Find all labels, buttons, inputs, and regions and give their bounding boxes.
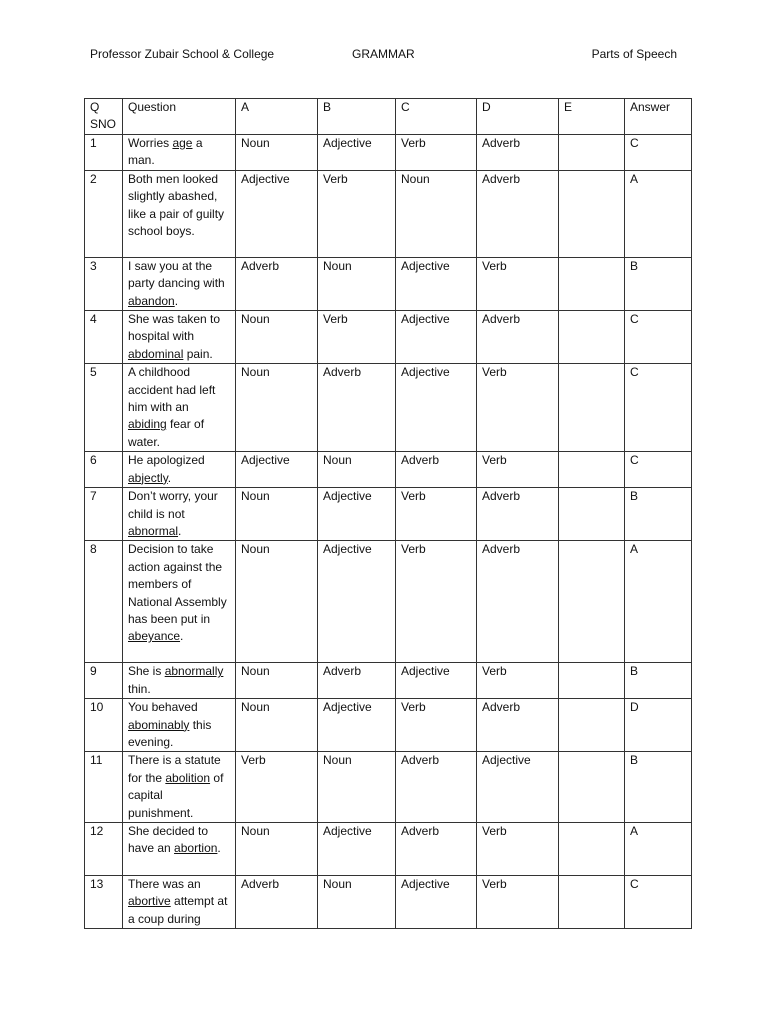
cell-answer: B xyxy=(625,257,692,310)
cell-option-b: Adjective xyxy=(318,699,396,752)
cell-option-d: Adverb xyxy=(477,170,559,257)
cell-sno: 8 xyxy=(85,541,123,663)
column-header-b: B xyxy=(318,99,396,135)
cell-question xyxy=(123,257,236,310)
cell-option-e xyxy=(559,311,625,364)
cell-option-d: Verb xyxy=(477,822,559,875)
cell-option-e xyxy=(559,663,625,699)
cell-question xyxy=(123,135,236,171)
cell-option-a: Adjective xyxy=(236,170,318,257)
cell-sno: 4 xyxy=(85,311,123,364)
cell-option-e xyxy=(559,452,625,488)
cell-option-c: Noun xyxy=(396,170,477,257)
school-name: Professor Zubair School & College xyxy=(90,47,275,61)
cell-option-a: Verb xyxy=(236,752,318,823)
cell-option-b: Noun xyxy=(318,875,396,928)
cell-option-c: Adjective xyxy=(396,875,477,928)
cell-option-b: Adjective xyxy=(318,488,396,541)
table-row xyxy=(85,822,692,875)
cell-answer: C xyxy=(625,452,692,488)
question-keyword: abnormal xyxy=(128,523,179,538)
cell-option-e xyxy=(559,488,625,541)
cell-option-e xyxy=(559,699,625,752)
cell-option-d: Adjective xyxy=(477,752,559,823)
cell-sno: 12 xyxy=(85,822,123,875)
cell-option-b: Noun xyxy=(318,452,396,488)
cell-option-d: Adverb xyxy=(477,699,559,752)
question-text-end: attempt at a coup during xyxy=(128,894,228,926)
question-text-end: . xyxy=(180,629,184,644)
cell-option-a: Noun xyxy=(236,364,318,452)
cell-option-c: Verb xyxy=(396,699,477,752)
cell-option-e xyxy=(559,752,625,823)
table-row xyxy=(85,699,692,752)
cell-option-b: Noun xyxy=(318,257,396,310)
cell-option-e xyxy=(559,875,625,928)
cell-option-e xyxy=(559,822,625,875)
question-text: She was taken to hospital with xyxy=(128,312,221,344)
cell-option-a: Noun xyxy=(236,663,318,699)
question-text-end: a man. xyxy=(128,136,203,168)
cell-answer: A xyxy=(625,170,692,257)
cell-option-a: Noun xyxy=(236,822,318,875)
column-header-e: E xyxy=(559,99,625,135)
cell-option-b: Adjective xyxy=(318,541,396,663)
cell-option-e xyxy=(559,135,625,171)
question-text-end: fear of water. xyxy=(128,417,205,449)
question-keyword: abjectly xyxy=(128,470,168,485)
subject-title: GRAMMAR xyxy=(352,47,415,61)
cell-answer: C xyxy=(625,875,692,928)
cell-question xyxy=(123,822,236,875)
table-row xyxy=(85,488,692,541)
cell-question xyxy=(123,170,236,257)
column-header-d: D xyxy=(477,99,559,135)
question-keyword: abortion xyxy=(174,841,218,856)
column-header-answer: Answer xyxy=(625,99,692,135)
table-row xyxy=(85,541,692,663)
question-keyword: abominably xyxy=(128,717,190,732)
column-header-sno: Q SNO xyxy=(85,99,123,135)
cell-option-b: Adjective xyxy=(318,135,396,171)
question-text: Both men looked slightly abashed, like a pair of guilty school boys. xyxy=(128,171,225,239)
question-keyword: abnormally xyxy=(164,664,224,679)
cell-option-c: Adverb xyxy=(396,752,477,823)
question-text: Worries xyxy=(128,136,173,150)
question-text-end: . xyxy=(174,293,179,308)
table-row xyxy=(85,452,692,488)
table-row xyxy=(85,663,692,699)
cell-sno: 13 xyxy=(85,875,123,928)
cell-option-d: Verb xyxy=(477,452,559,488)
question-keyword: age xyxy=(172,136,193,150)
cell-sno: 1 xyxy=(85,135,123,171)
table-header-row xyxy=(85,99,692,135)
table-row xyxy=(85,135,692,171)
question-keyword: abiding xyxy=(128,417,167,432)
column-header-a: A xyxy=(236,99,318,135)
cell-option-c: Adverb xyxy=(396,452,477,488)
cell-option-e xyxy=(559,364,625,452)
cell-question xyxy=(123,663,236,699)
cell-question xyxy=(123,875,236,928)
cell-option-e xyxy=(559,541,625,663)
topic-title: Parts of Speech xyxy=(591,47,677,61)
cell-option-b: Verb xyxy=(318,311,396,364)
cell-option-c: Adjective xyxy=(396,364,477,452)
page-header xyxy=(0,47,768,65)
cell-option-b: Adverb xyxy=(318,663,396,699)
cell-option-b: Verb xyxy=(318,170,396,257)
cell-option-c: Verb xyxy=(396,541,477,663)
cell-option-a: Noun xyxy=(236,135,318,171)
cell-sno: 7 xyxy=(85,488,123,541)
cell-option-d: Verb xyxy=(477,875,559,928)
question-keyword: abortive xyxy=(128,894,171,909)
cell-answer: C xyxy=(625,364,692,452)
cell-option-d: Adverb xyxy=(477,311,559,364)
cell-answer: A xyxy=(625,822,692,875)
cell-option-d: Adverb xyxy=(477,135,559,171)
question-text-end: . xyxy=(178,523,182,538)
cell-option-c: Adjective xyxy=(396,311,477,364)
question-text: A childhood accident had left him with an xyxy=(128,365,216,415)
cell-option-a: Adverb xyxy=(236,257,318,310)
question-text-end: of capital punishment. xyxy=(128,770,224,820)
cell-answer: C xyxy=(625,135,692,171)
cell-option-a: Noun xyxy=(236,488,318,541)
questions-table xyxy=(84,98,692,929)
question-text: Don’t worry, your child is not xyxy=(128,489,218,521)
cell-option-c: Adverb xyxy=(396,822,477,875)
cell-option-d: Verb xyxy=(477,257,559,310)
question-text: Decision to take action against the members of National Assembly has been put in xyxy=(128,542,227,626)
cell-option-d: Verb xyxy=(477,663,559,699)
question-text: She decided to have an xyxy=(128,823,209,856)
table-row xyxy=(85,257,692,310)
cell-option-d: Adverb xyxy=(477,488,559,541)
cell-sno: 10 xyxy=(85,699,123,752)
question-text-end: . xyxy=(167,470,172,485)
question-text: I saw you at the party dancing with xyxy=(128,258,225,291)
cell-option-a: Adjective xyxy=(236,452,318,488)
table-row xyxy=(85,364,692,452)
cell-question xyxy=(123,541,236,663)
question-text-end: thin. xyxy=(128,681,151,696)
question-keyword: abdominal xyxy=(128,346,184,361)
cell-sno: 6 xyxy=(85,452,123,488)
question-text: She is xyxy=(128,664,165,679)
cell-option-b: Noun xyxy=(318,752,396,823)
question-text: He apologized xyxy=(128,453,205,468)
question-text: There was an xyxy=(128,876,201,891)
column-header-question: Question xyxy=(123,99,236,135)
cell-option-c: Verb xyxy=(396,488,477,541)
question-text-end: . xyxy=(217,841,221,856)
cell-option-e xyxy=(559,257,625,310)
column-header-c: C xyxy=(396,99,477,135)
cell-answer: C xyxy=(625,311,692,364)
cell-option-b: Adverb xyxy=(318,364,396,452)
cell-question xyxy=(123,364,236,452)
cell-sno: 9 xyxy=(85,663,123,699)
cell-option-a: Adverb xyxy=(236,875,318,928)
table-row xyxy=(85,170,692,257)
question-text-end: pain. xyxy=(183,346,213,361)
question-text: You behaved xyxy=(128,700,198,715)
question-text-end: this evening. xyxy=(128,717,212,749)
cell-option-a: Noun xyxy=(236,541,318,663)
cell-option-a: Noun xyxy=(236,311,318,364)
table-row xyxy=(85,311,692,364)
questions-body xyxy=(85,135,692,929)
cell-option-c: Adjective xyxy=(396,663,477,699)
cell-question xyxy=(123,452,236,488)
cell-question xyxy=(123,752,236,823)
question-text: There is a statute for the xyxy=(128,753,221,785)
cell-answer: B xyxy=(625,663,692,699)
cell-answer: A xyxy=(625,541,692,663)
cell-question xyxy=(123,311,236,364)
cell-question xyxy=(123,488,236,541)
cell-option-d: Verb xyxy=(477,364,559,452)
cell-option-c: Adjective xyxy=(396,257,477,310)
cell-option-b: Adjective xyxy=(318,822,396,875)
cell-answer: D xyxy=(625,699,692,752)
cell-sno: 5 xyxy=(85,364,123,452)
cell-option-e xyxy=(559,170,625,257)
cell-sno: 2 xyxy=(85,170,123,257)
question-keyword: abeyance xyxy=(128,629,181,644)
question-keyword: abolition xyxy=(165,770,211,785)
table-row xyxy=(85,875,692,928)
cell-answer: B xyxy=(625,752,692,823)
cell-question xyxy=(123,699,236,752)
cell-sno: 11 xyxy=(85,752,123,823)
cell-answer: B xyxy=(625,488,692,541)
cell-sno: 3 xyxy=(85,257,123,310)
table-row xyxy=(85,752,692,823)
cell-option-d: Adverb xyxy=(477,541,559,663)
cell-option-c: Verb xyxy=(396,135,477,171)
question-keyword: abandon xyxy=(128,293,175,308)
cell-option-a: Noun xyxy=(236,699,318,752)
